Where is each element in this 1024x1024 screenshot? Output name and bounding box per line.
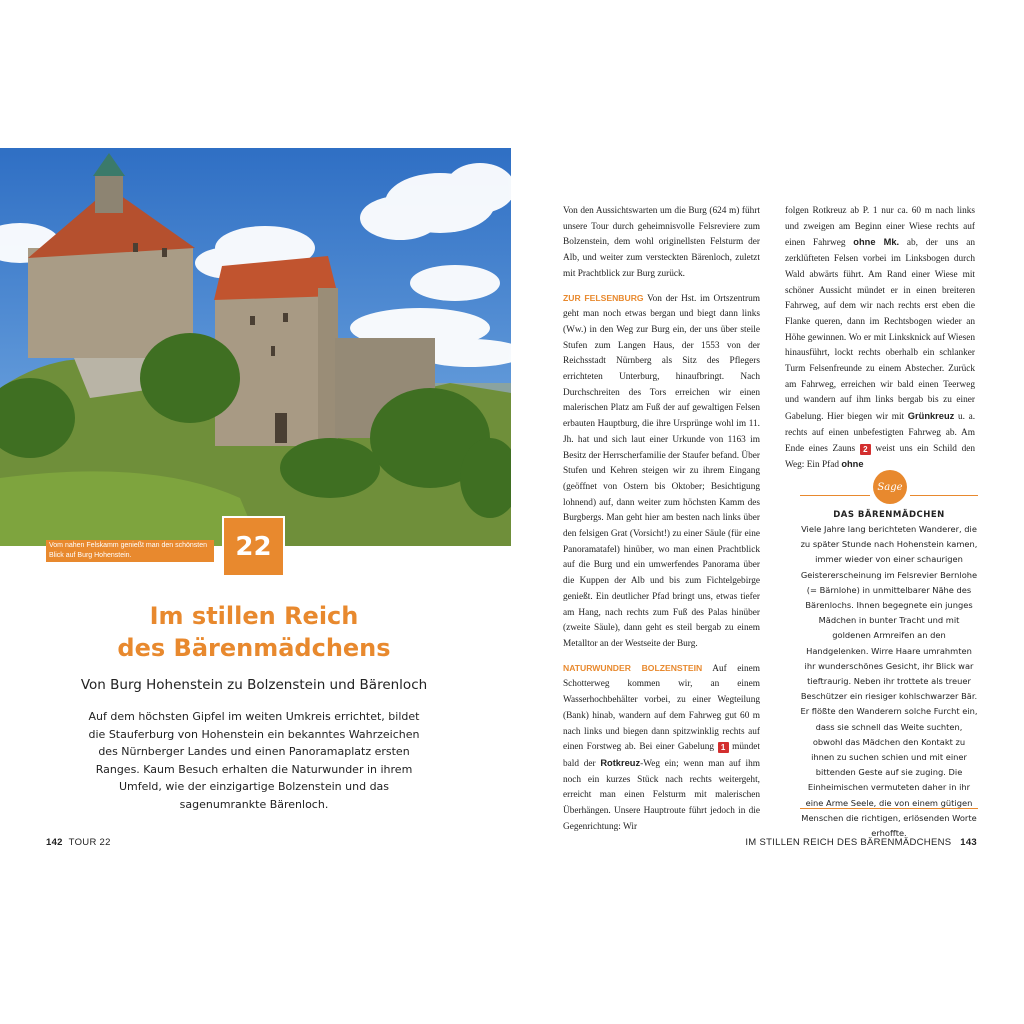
legend-title: DAS BÄRENMÄDCHEN — [833, 510, 945, 520]
running-head-left: TOUR 22 — [68, 837, 111, 848]
text-column-1 — [563, 204, 760, 835]
photo-caption: Vom nahen Felskamm genießt man den schönsten Blick auf Burg Hohenstein. — [46, 540, 214, 562]
tour-number-badge: 22 — [222, 516, 285, 577]
divider — [910, 495, 978, 496]
section-heading-felsenburg: ZUR FELSENBURG — [563, 292, 644, 303]
paragraph-bolzenstein: NATURWUNDER BOLZENSTEIN Auf einem Schotterweg kommen wir, an einem Wasserhochbehälter vorbei, zu einer Wegteilung (Bank) hinab, wandern auf dem Fahrweg gut 60 m nach links und biegen dann spitzwinklig rechts auf einen Forstweg ab. Bei einer Gabelung 1 mündet bald der Rotkreuz-Weg ein; wenn man auf ihm noch ein kurzes Stück nach rechts weitergeht, erreicht man einen Felsturm mit malerischen Überhängen. Unsere Hauptroute führt jedoch in die Gegenrichtung: Wir — [563, 662, 761, 832]
footer-left — [46, 837, 111, 848]
sage-badge: Sage — [873, 470, 907, 504]
footer-right — [745, 837, 977, 848]
castle-photo — [0, 148, 511, 546]
page-number-left: 142 — [46, 837, 63, 848]
legend-box — [800, 470, 978, 839]
title-line-2: des Bärenmädchens — [117, 634, 391, 662]
paragraph-felsenburg: ZUR FELSENBURG Von der Hst. im Ortszentrum geht man noch etwas bergan und biegt dann links (Ww.) in den Weg zur Burg ein, der uns über steile Stufen zum Langen Haus, der 1553 von der Reichsstadt Nürnberg als Sitz des Pflegers errichteten Unterburg, hinaufbringt. Nach Durchschreiten des Tors erreichen wir einen malerischen Platz am Fuß der auf gewaltigen Felsen erbauten Hauptburg, die ihre Ursprünge wohl im 11. Jh. hat und sich laut einer Urkunde von 1163 im Besitz der Herrscherfamilie der Staufer befand. Über Stufen und Kehren steigen wir zu ihrem Eingang (geöffnet von Ostern bis Oktober; Besichtigung lohnend) auf, dann weiter zum höchsten Kamm des Burgbergs. Man geht hier am besten nach links über den felsigen Grat (Vorsicht!) zu einer Säule (für eine Panoramatafel) hinüber, wo man einen Prachtblick auf die Burg und ein umwerfendes Panorama über die Kuppen der Alb und bis zum Fichtelgebirge genießt. Ein deutlicher Pfad bringt uns, etwas tiefer am Hang, nach rechts zum Fuß des Palas hinüber (zweite Säule), dann geht es steil bergab zu einem Metalltor an der Westseite der Burg. — [563, 292, 760, 649]
section-heading-bolzenstein: NATURWUNDER BOLZENSTEIN — [563, 662, 703, 673]
divider — [800, 808, 978, 809]
waypoint-marker-1: 1 — [718, 742, 729, 753]
text-column-2 — [785, 204, 975, 474]
page-title — [60, 600, 448, 664]
paragraph-route: folgen Rotkreuz ab P. 1 nur ca. 60 m nach links und zweigen am Beginn einer Wiese rechts auf einen Fahrweg ohne Mk. ab, der uns an zerklüfteten Felsen vorbei im Linksbogen durch Wald abwärts führt. Am Rand einer Wiese mit schöner Aussicht mündet er in einen breiteren Fahrweg, auf dem wir nach rechts erst eben die Flanke queren, dann im Rechtsbogen wieder an Höhe gewinnen. Wo er mit Linksknick auf Wiesen hinausführt, lockt rechts oberhalb ein schlanker Turm Felsenfreunde zu einem Abstecher. Zurück am Fahrweg, erreichen wir bald einen Teerweg und wandern auf ihm links bergab bis zu einer Gabelung. Hier biegen wir mit Grünkreuz u. a. rechts auf einen unbefestigten Fahrweg ab. Am Ende eines Zauns 2 weist uns ein Schild den Weg: Ein Pfad ohne — [785, 206, 976, 471]
waypoint-marker-2: 2 — [860, 444, 871, 455]
paragraph-intro: Von den Aussichtswarten um die Burg (624 m) führt unsere Tour durch geheimnisvolle Felsreviere zum Bolzenstein, dem wohl originellsten Felsturm der Alb, und weiter zum versteckten Bärenloch, zuletzt mit Prachtblick zur Burg zurück. — [563, 206, 760, 279]
divider — [800, 495, 870, 496]
subtitle: Von Burg Hohenstein zu Bolzenstein und Bärenloch — [80, 677, 428, 693]
title-line-1: Im stillen Reich — [149, 602, 359, 630]
running-head-right: IM STILLEN REICH DES BÄRENMÄDCHENS — [745, 837, 952, 848]
intro-text: Auf dem höchsten Gipfel im weiten Umkreis errichtet, bildet die Stauferburg von Hohenstein ein bekanntes Wahrzeichen des Nürnberger Landes und einen Panoramaplatz ersten Ranges. Kaum Besuch erhalten die Naturwunder in ihrem Umfeld, wie der einzigartige Bolzenstein und das sagenumrankte Bärenloch. — [88, 710, 420, 811]
legend-text: Viele Jahre lang berichteten Wanderer, die zu später Stunde nach Hohenstein kamen, immer wieder von einer schaurigen Geistererscheinung im Felsrevier Bernlohe (= Bärnlohe) in unmittelbarer Nähe des Bärenlochs. Ihnen begegnete ein junges Mädchen in bunter Tracht und mit goldenen Armreifen an den Handgelenken. Wirre Haare umrahmten ihr wunderschönes Gesicht, ihr Blick war tieftraurig. Neben ihr trottete als treuer Beschützer ein riesiger kohlschwarzer Bär. Er flößte den Wanderern solche Furcht ein, dass sie schnell das Weite suchten, obwohl das Mädchen den Kontakt zu ihnen zu suchen schien und mit einer bittenden Geste auf sie zuging. Die Einheimischen vermuteten daher in ihr eine Arme Seele, die von einem gütigen Menschen die richtigen, erlösenden Worte erhoffte. — [800, 524, 978, 839]
page-number-right: 143 — [960, 837, 977, 848]
